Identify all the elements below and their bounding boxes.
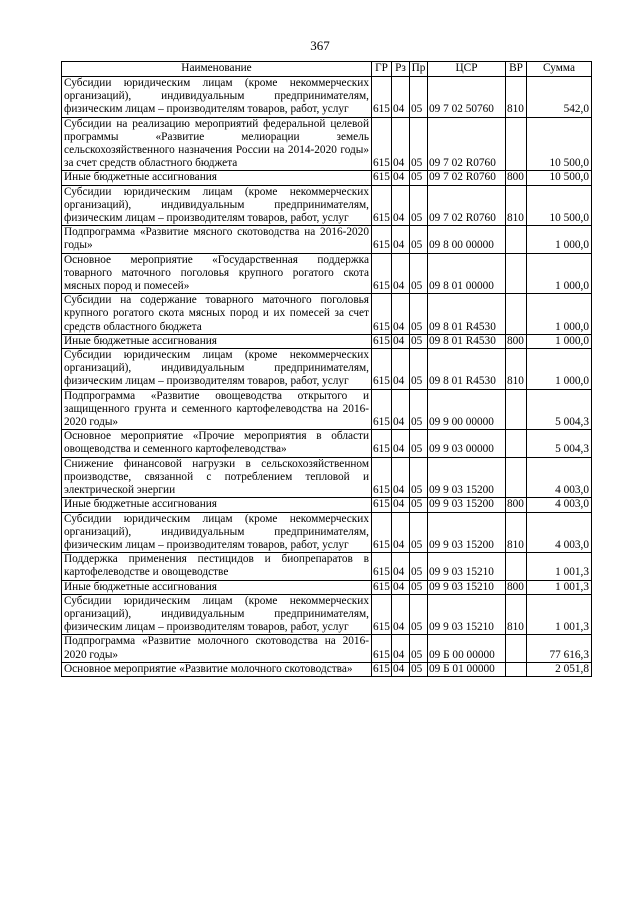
row-gr-cell: 615: [372, 457, 392, 498]
row-rz-cell: 04: [392, 253, 410, 294]
row-name-cell: Подпрограмма «Развитие мясного скотоводства на 2016-2020 годы»: [62, 226, 372, 253]
row-vr-cell: 800: [506, 580, 527, 594]
row-rz-cell: 04: [392, 294, 410, 335]
row-gr-cell: 615: [372, 349, 392, 390]
row-csr-cell: 09 8 00 00000: [428, 226, 506, 253]
header-csr: ЦСР: [428, 62, 506, 77]
row-rz-cell: 04: [392, 430, 410, 457]
row-gr-cell: 615: [372, 185, 392, 226]
row-name-cell: Основное мероприятие «Прочие мероприятия в области овощеводства и семенного картофелеводства»: [62, 430, 372, 457]
row-csr-cell: 09 9 00 00000: [428, 389, 506, 430]
row-name-cell: Иные бюджетные ассигнования: [62, 498, 372, 512]
row-sum-cell: 1 000,0: [527, 349, 592, 390]
row-pr-cell: 05: [410, 430, 428, 457]
table-row: [62, 635, 592, 662]
row-vr-cell: 810: [506, 77, 527, 118]
row-gr-cell: 615: [372, 294, 392, 335]
row-sum-cell: 4 003,0: [527, 512, 592, 553]
row-name-cell: Иные бюджетные ассигнования: [62, 580, 372, 594]
row-vr-cell: 800: [506, 498, 527, 512]
row-gr-cell: 615: [372, 389, 392, 430]
row-sum-cell: 77 616,3: [527, 635, 592, 662]
row-rz-cell: 04: [392, 512, 410, 553]
row-sum-cell: 5 004,3: [527, 430, 592, 457]
row-gr-cell: 615: [372, 512, 392, 553]
row-csr-cell: 09 9 03 00000: [428, 430, 506, 457]
table-row: [62, 580, 592, 594]
row-pr-cell: 05: [410, 294, 428, 335]
header-name: Наименование: [62, 62, 372, 77]
row-rz-cell: 04: [392, 171, 410, 185]
table-row: [62, 185, 592, 226]
row-rz-cell: 04: [392, 117, 410, 171]
row-rz-cell: 04: [392, 77, 410, 118]
row-gr-cell: 615: [372, 226, 392, 253]
table-row: [62, 662, 592, 676]
row-vr-cell: [506, 635, 527, 662]
row-sum-cell: 1 000,0: [527, 334, 592, 348]
row-vr-cell: [506, 389, 527, 430]
row-rz-cell: 04: [392, 457, 410, 498]
row-pr-cell: 05: [410, 635, 428, 662]
table-row: [62, 334, 592, 348]
row-sum-cell: 1 000,0: [527, 294, 592, 335]
header-vr: ВР: [506, 62, 527, 77]
row-csr-cell: 09 9 03 15210: [428, 580, 506, 594]
row-pr-cell: 05: [410, 457, 428, 498]
row-rz-cell: 04: [392, 594, 410, 635]
row-name-cell: Субсидии на реализацию мероприятий федеральной целевой программы «Развитие мелиорации земель сельскохозяйственного назначения России на 2014-2020 годы» за счет средств областного бюджета: [62, 117, 372, 171]
row-rz-cell: 04: [392, 580, 410, 594]
row-pr-cell: 05: [410, 117, 428, 171]
row-sum-cell: 1 001,3: [527, 553, 592, 580]
table-row: [62, 430, 592, 457]
row-vr-cell: 810: [506, 594, 527, 635]
table-row: [62, 117, 592, 171]
row-gr-cell: 615: [373, 580, 390, 593]
row-rz-cell: 04: [392, 226, 410, 253]
row-csr-cell: 09 Б 01 00000: [428, 662, 506, 676]
row-rz-cell: 04: [392, 349, 410, 390]
page-number: 367: [310, 38, 330, 53]
row-gr-cell: 615: [373, 334, 390, 347]
row-rz-cell: 04: [392, 662, 410, 676]
header-sum: Сумма: [527, 62, 592, 77]
table-row: [62, 77, 592, 118]
row-sum-cell: 4 003,0: [527, 457, 592, 498]
row-csr-cell: 09 9 03 15200: [428, 498, 506, 512]
header-rz: Рз: [392, 62, 410, 77]
row-gr-cell: 615: [373, 171, 390, 184]
row-vr-cell: [506, 117, 527, 171]
row-rz-cell: 04: [392, 553, 410, 580]
row-name-cell: Субсидии юридическим лицам (кроме некоммерческих организаций), индивидуальным предпринимателям, физическим лицам – производителям товаров, работ, услуг: [62, 185, 372, 226]
row-pr-cell: 05: [410, 253, 428, 294]
row-vr-cell: [506, 430, 527, 457]
table-row: [62, 498, 592, 512]
row-gr-cell: 615: [372, 430, 392, 457]
row-sum-cell: 2 051,8: [527, 662, 592, 676]
row-name-cell: Субсидии юридическим лицам (кроме некоммерческих организаций), индивидуальным предпринимателям, физическим лицам – производителям товаров, работ, услуг: [62, 512, 372, 553]
table-header-row: [62, 62, 592, 77]
row-name-cell: Иные бюджетные ассигнования: [62, 334, 372, 348]
row-rz-cell: 04: [392, 185, 410, 226]
row-csr-cell: 09 7 02 R0760: [428, 185, 506, 226]
row-name-cell: Поддержка применения пестицидов и биопрепаратов в картофелеводстве и овощеводстве: [62, 553, 372, 580]
row-vr-cell: [506, 553, 527, 580]
row-gr-cell: 615: [372, 594, 392, 635]
row-name-cell: Подпрограмма «Развитие овощеводства открытого и защищенного грунта и семенного картофелеводства на 2016-2020 годы»: [62, 389, 372, 430]
row-gr-cell: 615: [373, 498, 390, 511]
row-gr-cell: 615: [372, 117, 392, 171]
table-row: [62, 457, 592, 498]
table-row: [62, 226, 592, 253]
row-sum-cell: 1 000,0: [527, 253, 592, 294]
row-pr-cell: 05: [410, 594, 428, 635]
row-pr-cell: 05: [410, 77, 428, 118]
row-pr-cell: 05: [410, 553, 428, 580]
row-vr-cell: [506, 226, 527, 253]
table-row: [62, 512, 592, 553]
row-rz-cell: 04: [392, 635, 410, 662]
row-name-cell: Снижение финансовой нагрузки в сельскохозяйственном производстве, связанной с потреблением тепловой и электрической энергии: [62, 457, 372, 498]
row-gr-cell: 615: [372, 635, 392, 662]
row-vr-cell: 800: [506, 334, 527, 348]
row-name-cell: Субсидии юридическим лицам (кроме некоммерческих организаций), индивидуальным предпринимателям, физическим лицам – производителям товаров, работ, услуг: [62, 77, 372, 118]
row-pr-cell: 05: [410, 349, 428, 390]
row-pr-cell: 05: [410, 226, 428, 253]
row-csr-cell: 09 9 03 15210: [428, 594, 506, 635]
row-csr-cell: 09 8 01 R4530: [428, 294, 506, 335]
row-vr-cell: [506, 294, 527, 335]
row-pr-cell: 05: [410, 512, 428, 553]
row-pr-cell: 05: [410, 185, 428, 226]
row-sum-cell: 10 500,0: [527, 185, 592, 226]
row-gr-cell: 615: [372, 77, 392, 118]
row-csr-cell: 09 7 02 50760: [428, 77, 506, 118]
row-vr-cell: [506, 253, 527, 294]
row-sum-cell: 542,0: [527, 77, 592, 118]
row-csr-cell: 09 8 01 R4530: [428, 334, 506, 348]
row-vr-cell: [506, 457, 527, 498]
table-row: [62, 553, 592, 580]
row-name-cell: Иные бюджетные ассигнования: [62, 171, 372, 185]
row-rz-cell: 04: [392, 334, 410, 348]
row-sum-cell: 4 003,0: [527, 498, 592, 512]
table-row: [62, 594, 592, 635]
row-csr-cell: 09 7 02 R0760: [428, 171, 506, 185]
row-pr-cell: 05: [410, 662, 428, 676]
row-name-cell: Субсидии юридическим лицам (кроме некоммерческих организаций), индивидуальным предпринимателям, физическим лицам – производителям товаров, работ, услуг: [62, 594, 372, 635]
row-name-cell: Подпрограмма «Развитие молочного скотоводства на 2016-2020 годы»: [62, 635, 372, 662]
row-vr-cell: 810: [506, 512, 527, 553]
row-name-cell: Субсидии юридическим лицам (кроме некоммерческих организаций), индивидуальным предпринимателям, физическим лицам – производителям товаров, работ, услуг: [62, 349, 372, 390]
table-row: [62, 349, 592, 390]
row-csr-cell: 09 8 01 R4530: [428, 349, 506, 390]
row-sum-cell: 1 001,3: [527, 580, 592, 594]
row-sum-cell: 1 001,3: [527, 594, 592, 635]
row-pr-cell: 05: [410, 171, 428, 185]
row-csr-cell: 09 8 01 00000: [428, 253, 506, 294]
row-name-cell: Основное мероприятие «Развитие молочного скотоводства»: [62, 662, 372, 676]
table-row: [62, 389, 592, 430]
table-row: [62, 253, 592, 294]
row-gr-cell: 615: [372, 253, 392, 294]
row-rz-cell: 04: [392, 389, 410, 430]
row-name-cell: Основное мероприятие «Государственная поддержка товарного маточного поголовья крупного рогатого скота мясных пород и помесей»: [62, 253, 372, 294]
row-pr-cell: 05: [410, 334, 428, 348]
row-csr-cell: 09 Б 00 00000: [428, 635, 506, 662]
row-pr-cell: 05: [410, 498, 428, 512]
row-sum-cell: 5 004,3: [527, 389, 592, 430]
row-vr-cell: 810: [506, 349, 527, 390]
table-row: [62, 171, 592, 185]
row-vr-cell: 810: [506, 185, 527, 226]
row-vr-cell: [506, 662, 527, 676]
row-pr-cell: 05: [410, 580, 428, 594]
row-name-cell: Субсидии на содержание товарного маточного поголовья крупного рогатого скота мясных пород и их помесей за счет средств областного бюджета: [62, 294, 372, 335]
row-rz-cell: 04: [392, 498, 410, 512]
row-csr-cell: 09 7 02 R0760: [428, 117, 506, 171]
header-pr: Пр: [410, 62, 428, 77]
row-csr-cell: 09 9 03 15200: [428, 457, 506, 498]
row-sum-cell: 10 500,0: [527, 171, 592, 185]
row-pr-cell: 05: [410, 389, 428, 430]
row-csr-cell: 09 9 03 15210: [428, 553, 506, 580]
row-csr-cell: 09 9 03 15200: [428, 512, 506, 553]
row-sum-cell: 1 000,0: [527, 226, 592, 253]
row-sum-cell: 10 500,0: [527, 117, 592, 171]
row-gr-cell: 615: [373, 662, 390, 675]
row-vr-cell: 800: [506, 171, 527, 185]
table-row: [62, 294, 592, 335]
header-gr: ГР: [372, 62, 392, 77]
budget-table: [61, 61, 592, 677]
row-gr-cell: 615: [372, 553, 392, 580]
